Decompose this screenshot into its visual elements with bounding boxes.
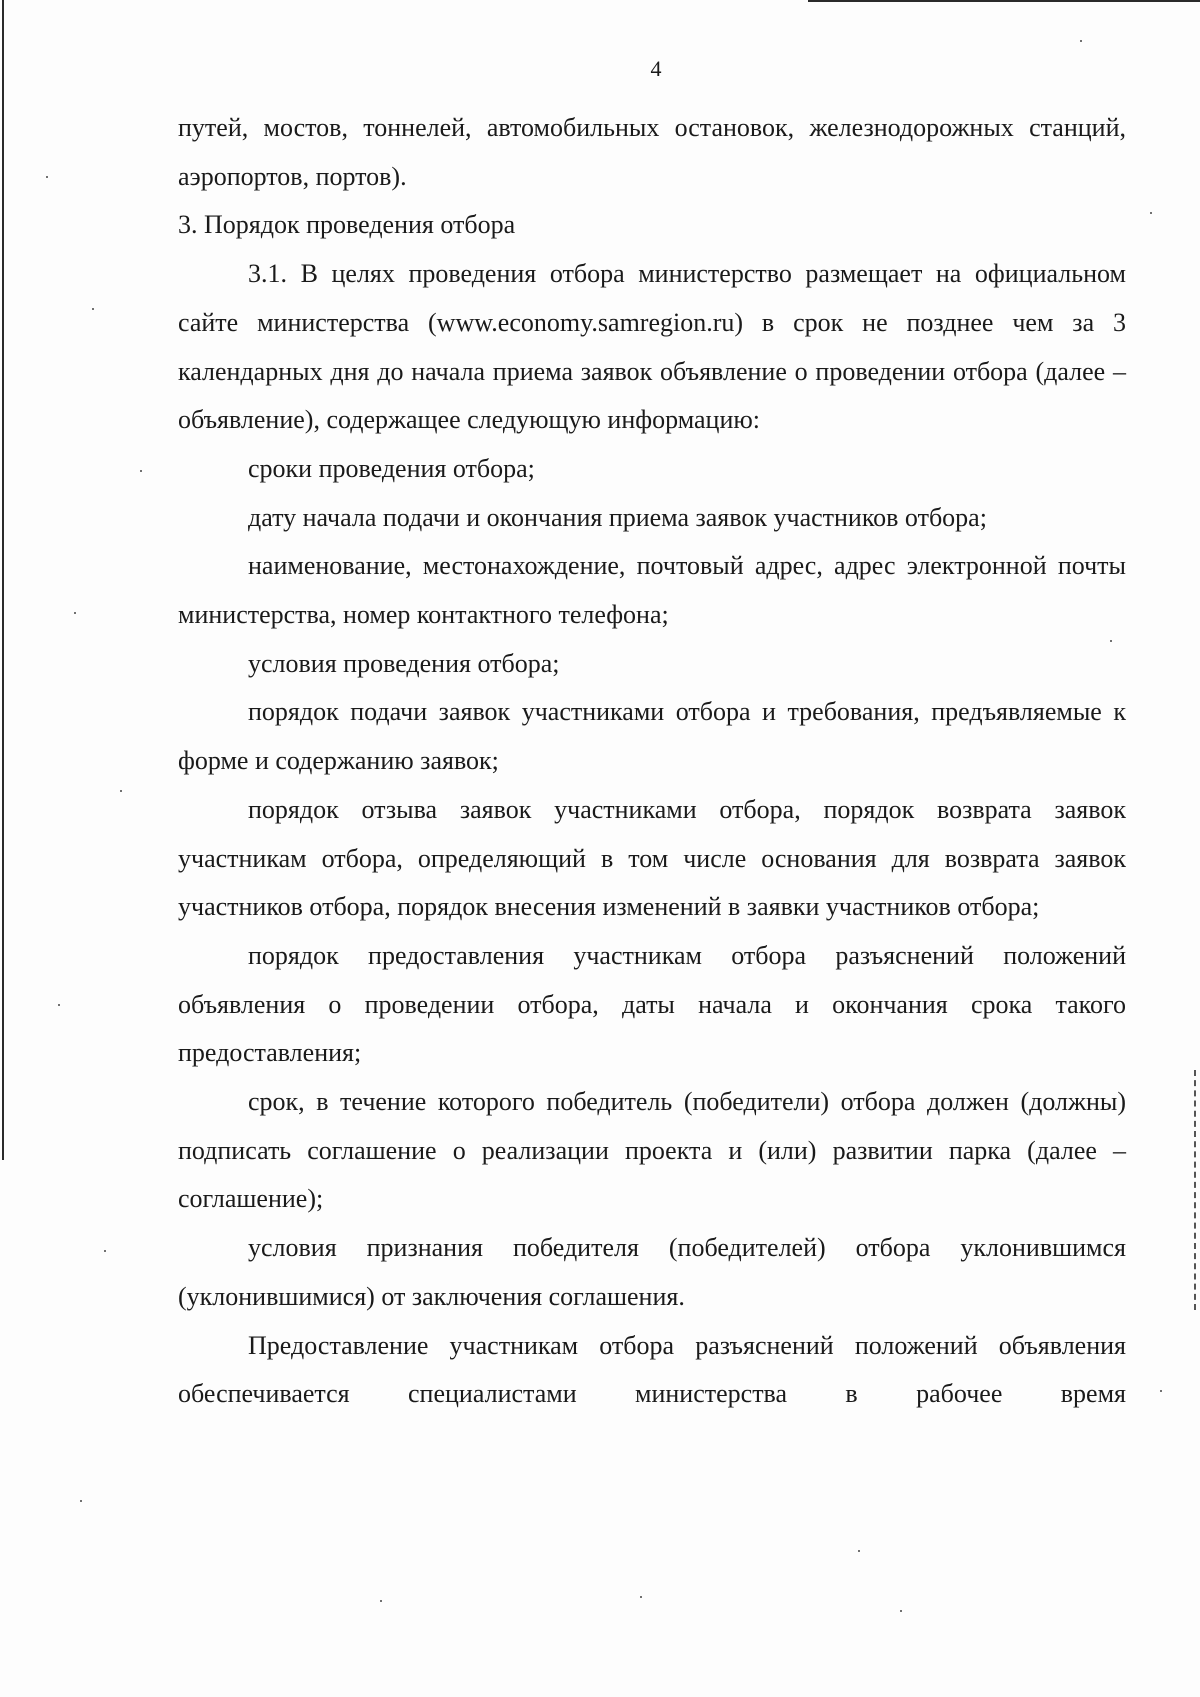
- scan-speck: [640, 1596, 642, 1598]
- list-item: срок, в течение которого победитель (победители) отбора должен (должны) подписать соглашение о реализации проекта и (или) развитии парка (далее – соглашение);: [178, 1087, 1126, 1214]
- list-item: условия проведения отбора;: [248, 648, 560, 678]
- list-item: порядок предоставления участникам отбора разъяснений положений объявления о проведении отбора, даты начала и окончания срока такого предоставления;: [178, 940, 1126, 1068]
- page-number: 4: [650, 56, 662, 81]
- scan-speck: [900, 1610, 902, 1612]
- list-item: условия признания победителя (победителей) отбора уклонившимся (уклонившимися) от заключения соглашения.: [178, 1233, 1126, 1311]
- scan-speck: [380, 1600, 382, 1602]
- list-item: порядок подачи заявок участниками отбора и требования, предъявляемые к форме и содержанию заявок;: [178, 697, 1126, 776]
- paragraph: путей, мостов, тоннелей, автомобильных остановок, железнодорожных станций, аэропортов, портов).: [178, 113, 1126, 191]
- scan-edge-top: [808, 0, 1200, 2]
- scan-speck: [120, 790, 122, 792]
- scan-edge-right: [1192, 1070, 1196, 1310]
- scan-speck: [58, 1004, 60, 1006]
- list-item: порядок отзыва заявок участниками отбора, порядок возврата заявок участникам отбора, определяющий в том числе основания для возврата заявок участников отбора, порядок внесения изменений в заявки участников отбора;: [178, 794, 1126, 922]
- scan-speck: [1160, 1390, 1162, 1392]
- scan-speck: [1080, 40, 1082, 42]
- scan-speck: [858, 1550, 860, 1552]
- scan-edge-left: [2, 0, 4, 1160]
- scan-speck: [104, 1250, 106, 1252]
- scan-speck: [140, 470, 142, 472]
- scan-speck: [46, 176, 48, 178]
- scan-speck: [92, 308, 94, 310]
- document-body: [178, 104, 1126, 1419]
- list-item: наименование, местонахождение, почтовый адрес, адрес электронной почты министерства, номер контактного телефона;: [178, 551, 1126, 630]
- list-item: сроки проведения отбора;: [248, 453, 535, 483]
- scan-speck: [1110, 640, 1112, 642]
- scan-speck: [80, 1500, 82, 1502]
- scan-speck: [74, 612, 76, 614]
- paragraph: 3.1. В целях проведения отбора министерство размещает на официальном сайте министерства (www.economy.samregion.ru) в срок не позднее чем за 3 календарных дня до начала приема заявок объявление о проведении отбора (далее – объявление), содержащее следующую информацию:: [178, 259, 1126, 435]
- list-item: дату начала подачи и окончания приема заявок участников отбора;: [248, 502, 987, 532]
- scan-speck: [1150, 212, 1152, 214]
- paragraph: Предоставление участникам отбора разъяснений положений объявления обеспечивается специалистами министерства в рабочее время: [178, 1330, 1126, 1409]
- section-heading: 3. Порядок проведения отбора: [178, 210, 516, 240]
